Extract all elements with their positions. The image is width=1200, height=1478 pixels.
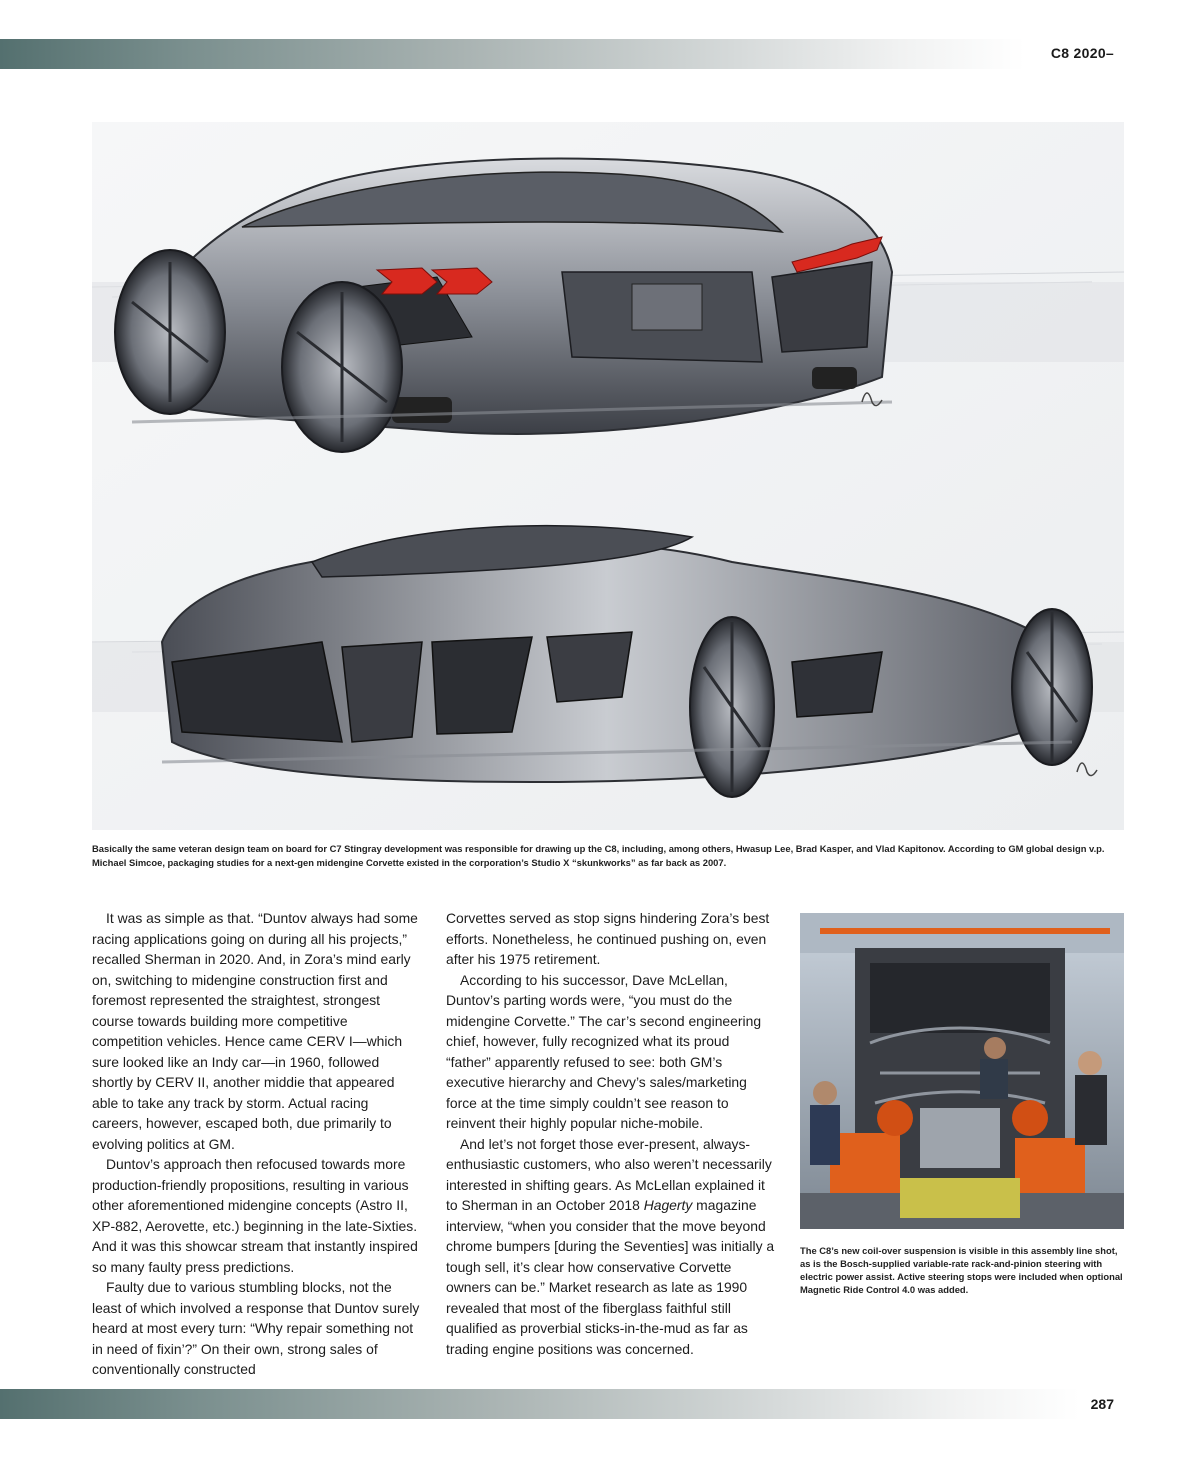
running-head: C8 2020– bbox=[1050, 45, 1114, 61]
paragraph bbox=[446, 1134, 776, 1360]
paragraph: It was as simple as that. “Duntov always had some racing applications going on during all his projects,” recalled Sherman in 2020. And, in Zora’s mind early on, switching to midengine construction first and foremost represented the straightest, strongest course towards building more competitive competition vehicles. Hence came CERV I—which sure looked like an Indy car—in 1960, followed shortly by CERV II, another middie that appeared able to take any track by storm. Actual racing careers, however, escaped both, due primarily to evolving politics at GM. bbox=[92, 910, 418, 1152]
paragraph: According to his successor, Dave McLellan, Duntov’s parting words were, “you must do the midengine Corvette.” The car’s second engineering chief, however, fully recognized what its proud “father” apparently refused to see: both GM’s executive hierarchy and Chevy’s sales/marketing force at the time simply couldn’t see reason to reinvent their highly popular niche-mobile. bbox=[446, 971, 762, 1131]
body-column-2 bbox=[446, 908, 776, 1359]
body-column-1 bbox=[92, 908, 422, 1380]
side-figure-caption: The C8’s new coil-over suspension is visible in this assembly line shot, as is the Bosch-supplied variable-rate rack-and-pinion steering with electric power assist. Active steering stops were included when optional Magnetic Ride Control 4.0 was added. bbox=[800, 1245, 1123, 1295]
paragraph: Faulty due to various stumbling blocks, not the least of which involved a response that Duntov surely heard at most every turn: “Why repair something not in need of fixin’?” On their own, strong sales of conventionally constructed bbox=[92, 1279, 420, 1377]
assembly-line-photo bbox=[800, 913, 1124, 1229]
text-run: And let’s not forget those ever-present, always-enthusiastic customers, who also weren’t necessarily interested in shifting gears. As McLellan explained it to Sherman in an October 2018 bbox=[446, 1135, 772, 1213]
footer-band bbox=[0, 1389, 1080, 1419]
page-number: 287 bbox=[1090, 1396, 1114, 1412]
text-run: magazine interview, “when you consider that the move beyond chrome bumpers [during the Seventies] was initially a tough sell, it’s clear how conservative Corvette owners can be.” Market research as late as 1990 revealed that most of the fiberglass faithful still qualified as proverbial sticks-in-the-mud as far as trading engine positions was concerned. bbox=[446, 1197, 775, 1357]
magazine-title: Hagerty bbox=[643, 1197, 693, 1213]
header-band bbox=[0, 39, 1025, 69]
main-figure-caption: Basically the same veteran design team on board for C7 Stingray development was responsible for drawing up the C8, including, among others, Hwasup Lee, Brad Kasper, and Vlad Kapitonov. According to GM global design v.p. Michael Simcoe, packaging studies for a next-gen midengine Corvette existed in the corporation’s Studio X “skunkworks” as far back as 2007. bbox=[92, 843, 1105, 868]
car-design-sketch-image bbox=[92, 122, 1124, 830]
paragraph: Duntov’s approach then refocused towards more production-friendly propositions, resulting in various other aforementioned midengine concepts (Astro II, XP-882, Aerovette, etc.) beginning in the late-Sixties. And it was this showcar stream that instantly inspired so many faulty press predictions. bbox=[92, 1156, 418, 1275]
paragraph: Corvettes served as stop signs hindering Zora’s best efforts. Nonetheless, he continued pushing on, even after his 1975 retirement. bbox=[446, 910, 770, 967]
